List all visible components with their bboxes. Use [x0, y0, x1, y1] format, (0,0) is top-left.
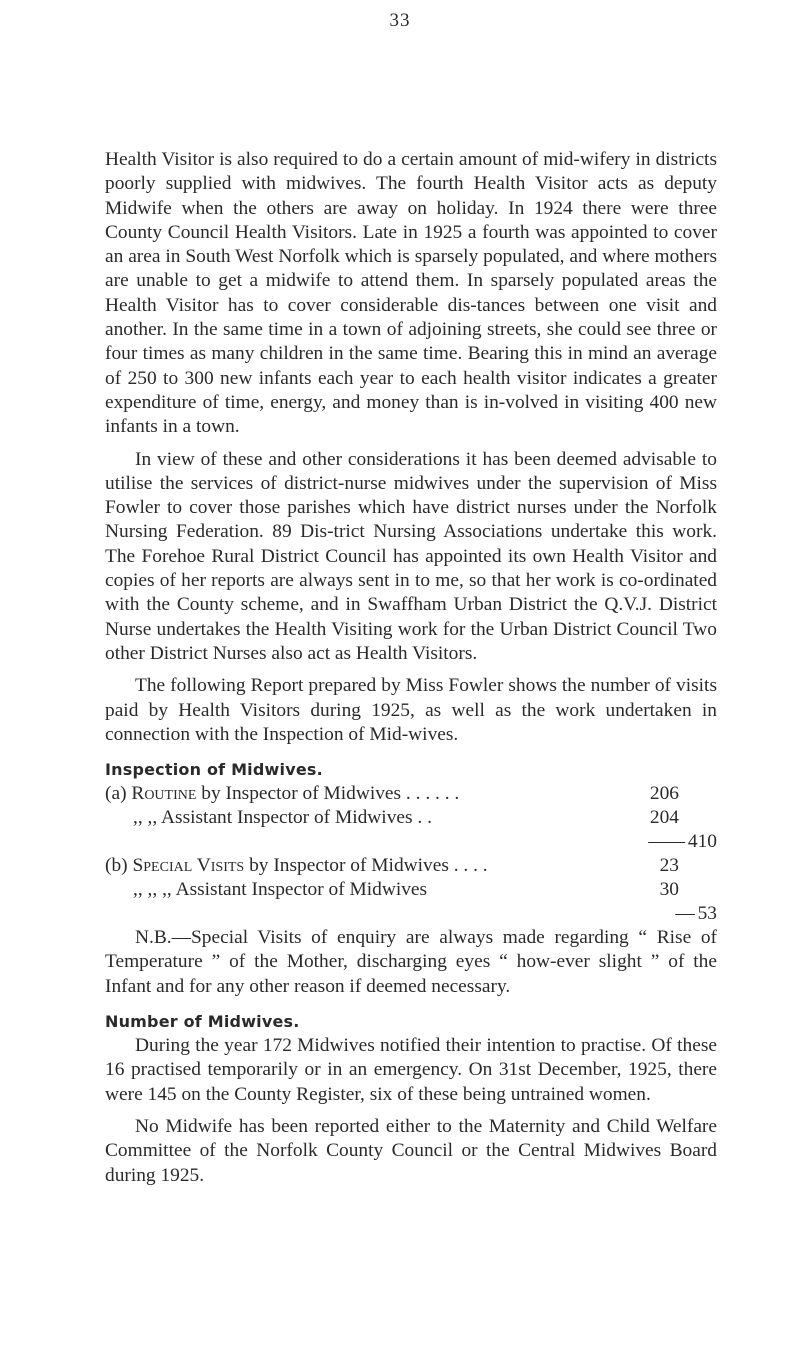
inspection-note: N.B.—Special Visits of enquiry are always made regarding “ Rise of Temperature ” of the Mother, discharging eyes “ how-ever slight ” of the Infant and for any other reason if deemed necessary.	[105, 927, 717, 997]
paragraph-district-nurses: In view of these and other considerations it has been deemed advisable to utilise the services of district-nurse midwives under the supervision of Miss Fowler to cover those parishes which have district nurses under the Norfolk Nursing Federation. 89 Dis-trict Nursing Associations undertake this work. The Forehoe Rural District Council has appointed its own Health Visitor and copies of her reports are always sent in to me, so that her work is co-ordinated with the County scheme, and in Swaffham Urban District the Q.V.J. District Nurse undertakes the Health Visiting work for the Urban District Council Two other District Nurses also act as Health Visitors.	[105, 448, 717, 664]
special-assistant-label	[133, 878, 427, 902]
special-total-value: 53	[697, 903, 717, 925]
inspection-heading: Inspection of Midwives.	[105, 760, 323, 780]
special-total	[627, 902, 717, 926]
special-inspector-row	[105, 854, 717, 878]
special-inspector-label	[105, 854, 488, 878]
routine-assistant-value: 204	[649, 807, 679, 829]
routine-assistant-label	[133, 806, 432, 830]
routine-assistant-row	[105, 806, 717, 830]
number-heading: Number of Midwives.	[105, 1012, 300, 1032]
special-inspector-value: 23	[659, 855, 679, 877]
routine-inspector-label	[105, 782, 459, 806]
routine-ditto: ,, ,,	[133, 807, 158, 829]
page-number: 33	[389, 10, 411, 31]
routine-total-value: 410	[687, 831, 717, 853]
routine-inspector-text: by Inspector of Midwives . . . . . .	[201, 783, 460, 805]
routine-word: Routine	[131, 783, 197, 805]
special-inspector-text: by Inspector of Midwives . . . .	[249, 855, 488, 877]
paragraph-health-visitor: Health Visitor is also required to do a certain amount of mid-wifery in districts poorly supplied with midwives. The fourth Health Visitor acts as deputy Midwife when the others are away on holiday. In 1924 there were three County Council Health Visitors. Late in 1925 a fourth was appointed to cover an area in South West Norfolk which is sparsely populated, and where mothers are unable to get a midwife to attend them. In sparsely populated areas the Health Visitor has to cover considerable dis-tances between one visit and another. In the same time in a town of adjoining streets, she could see three or four times as many children in the same time. Bearing this in mind an average of 250 to 300 new infants each year to each health visitor indicates a greater expenditure of time, energy, and money than is in-volved in visiting 400 new infants in a town.	[105, 149, 717, 438]
special-assistant-row	[105, 878, 717, 902]
routine-total	[627, 830, 717, 854]
special-total-dash: —	[675, 903, 693, 925]
paragraph-report-intro: The following Report prepared by Miss Fowler shows the number of visits paid by Health Visitors during 1925, as well as the work undertaken in connection with the Inspection of Mid-wives.	[105, 675, 717, 745]
paragraph-midwives-notified: During the year 172 Midwives notified their intention to practise. Of these 16 practised temporarily or in an emergency. On 31st December, 1925, there were 145 on the County Register, six of these being untrained women.	[105, 1035, 717, 1105]
special-assistant-value: 30	[659, 879, 679, 901]
routine-inspector-value: 206	[649, 783, 679, 805]
special-marker: (b)	[105, 855, 128, 877]
routine-marker: (a)	[105, 783, 127, 805]
special-assistant-text: Assistant Inspector of Midwives	[175, 879, 428, 901]
special-total-row	[105, 902, 717, 926]
routine-assistant-text: Assistant Inspector of Midwives . .	[161, 807, 432, 829]
routine-total-row	[105, 830, 717, 854]
routine-total-dash: ——	[648, 831, 684, 853]
special-ditto: ,, ,, ,,	[133, 879, 172, 901]
routine-inspector-row	[105, 782, 717, 806]
paragraph-no-midwife-reported: No Midwife has been reported either to the Maternity and Child Welfare Committee of the Norfolk County Council or the Central Midwives Board during 1925.	[105, 1115, 717, 1186]
page-body	[105, 148, 717, 1188]
special-word: Special Visits	[132, 855, 245, 877]
